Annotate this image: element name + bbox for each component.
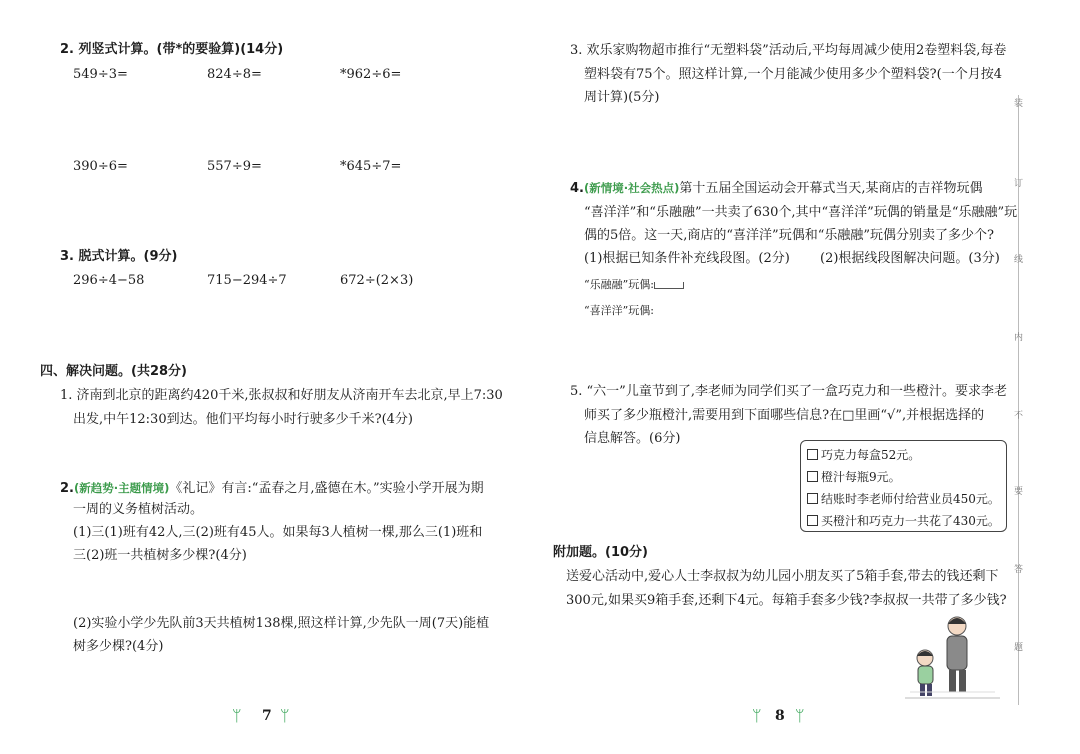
segment-label-text: “乐融融”玩偶:: [584, 278, 654, 291]
q3-item: 296÷4−58: [73, 273, 145, 288]
sprout-icon: ᛘ: [795, 706, 805, 725]
option-row[interactable]: [807, 468, 901, 485]
option-label: 买橙汁和巧克力一共花了430元。: [821, 514, 1000, 528]
problem5-line: 师买了多少瓶橙汁,需要用到下面哪些信息?在□里画“√”,并根据选择的: [584, 408, 985, 423]
q3-item: 672÷(2×3): [340, 273, 414, 288]
problem4-header: [570, 181, 983, 196]
checkbox-icon[interactable]: [807, 449, 818, 460]
problem4-line: 第十五届全国运动会开幕式当天,某商店的吉祥物玩偶: [679, 181, 983, 196]
problem4-number: 4.: [570, 181, 584, 196]
binding-char: 要: [1014, 487, 1024, 497]
problem4-tag: (新情境·社会热点): [583, 181, 680, 195]
bonus-title: 附加题。(10分): [553, 545, 648, 560]
problem4-line: “喜洋洋”和“乐融融”一共卖了630个,其中“喜洋洋”玩偶的销量是“乐融融”玩: [584, 205, 1018, 220]
page-number: 8: [775, 708, 785, 724]
q2-item: *645÷7=: [340, 159, 402, 174]
teacher-child-illustration: [895, 612, 1005, 702]
q2-item: 549÷3=: [73, 67, 128, 82]
bonus-line: 300元,如果买9箱手套,还剩下4元。每箱手套多少钱?李叔叔一共带了多少钱?: [566, 593, 1007, 608]
q2-item: 824÷8=: [207, 67, 262, 82]
problem2-sub2-line: (2)实验小学少先队前3天共植树138棵,照这样计算,少先队一周(7天)能植: [73, 616, 490, 631]
option-label: 结账时李老师付给营业员450元。: [821, 492, 1000, 506]
problem4-line: 偶的5倍。这一天,商店的“喜洋洋”玩偶和“乐融融”玩偶分别卖了多少个?: [584, 228, 994, 243]
checkbox-icon[interactable]: [807, 493, 818, 504]
q2-item: *962÷6=: [340, 67, 402, 82]
problem2-tag: (新趋势·主题情境): [73, 481, 170, 495]
problem2-sub1-line: (1)三(1)班有42人,三(2)班有45人。如果每3人植树一棵,那么三(1)班和: [73, 525, 483, 540]
problem3-line: 塑料袋有75个。照这样计算,一个月能减少使用多少个塑料袋?(一个月按4: [584, 67, 1002, 82]
checkbox-icon[interactable]: [807, 515, 818, 526]
section4-title: 四、解决问题。(共28分): [40, 364, 187, 379]
problem2-header: 2.(新趋势·主题情境)《礼记》有言:“孟春之月,盛德在木。”实验小学开展为期: [60, 481, 484, 496]
option-label: 橙汁每瓶9元。: [821, 470, 901, 484]
option-row[interactable]: [807, 490, 1000, 507]
option-label: 巧克力每盒52元。: [821, 448, 921, 462]
problem1-line: 1. 济南到北京的距离约420千米,张叔叔和好朋友从济南开车去北京,早上7:30: [60, 388, 503, 403]
q3-item: 715−294÷7: [207, 273, 287, 288]
segment-label-lerongrong: [584, 278, 684, 292]
binding-char: 订: [1014, 179, 1024, 189]
problem2-sub2-line: 树多少棵?(4分): [73, 639, 164, 654]
bonus-line: 送爱心活动中,爱心人士李叔叔为幼儿园小朋友买了5箱手套,带去的钱还剩下: [566, 569, 999, 584]
q2-title: 2. 列竖式计算。(带*的要验算)(14分): [60, 42, 284, 57]
problem5-line: 信息解答。(6分): [584, 431, 681, 446]
problem3-line: 周计算)(5分): [584, 90, 660, 105]
problem5-line: 5. “六一”儿童节到了,李老师为同学们买了一盒巧克力和一些橙汁。要求李老: [570, 384, 1007, 399]
q2-item: 557÷9=: [207, 159, 262, 174]
problem2-line: 一周的义务植树活动。: [73, 502, 204, 517]
binding-char: 内: [1014, 333, 1024, 343]
q2-item: 390÷6=: [73, 159, 128, 174]
segment-label-xiyangyang: “喜洋洋”玩偶:: [584, 304, 654, 317]
binding-char: 答: [1014, 565, 1024, 575]
problem1-line: 出发,中午12:30到达。他们平均每小时行驶多少千米?(4分): [73, 412, 413, 427]
binding-char: 题: [1014, 643, 1024, 653]
option-row[interactable]: [807, 446, 920, 463]
problem4-sub2: (2)根据线段图解决问题。(3分): [820, 251, 1000, 266]
problem2-sub1-line: 三(2)班一共植树多少棵?(4分): [73, 548, 247, 563]
problem4-sub1: (1)根据已知条件补充线段图。(2分): [584, 251, 790, 266]
problem2-line: 《礼记》有言:“孟春之月,盛德在木。”实验小学开展为期: [169, 481, 484, 496]
sprout-icon: ᛘ: [280, 706, 290, 725]
sprout-icon: ᛘ: [232, 706, 242, 725]
sprout-icon: ᛘ: [752, 706, 762, 725]
options-box: [800, 440, 1007, 532]
page-number: 7: [262, 708, 272, 724]
q3-title: 3. 脱式计算。(9分): [60, 249, 178, 264]
binding-char: 不: [1014, 411, 1024, 421]
binding-char: 线: [1014, 255, 1024, 265]
problem3-line: 3. 欢乐家购物超市推行“无塑料袋”活动后,平均每周减少使用2卷塑料袋,每卷: [570, 43, 1007, 58]
option-row[interactable]: [807, 512, 1000, 529]
segment-bar: [654, 282, 684, 289]
binding-char: 装: [1014, 99, 1024, 109]
checkbox-icon[interactable]: [807, 471, 818, 482]
